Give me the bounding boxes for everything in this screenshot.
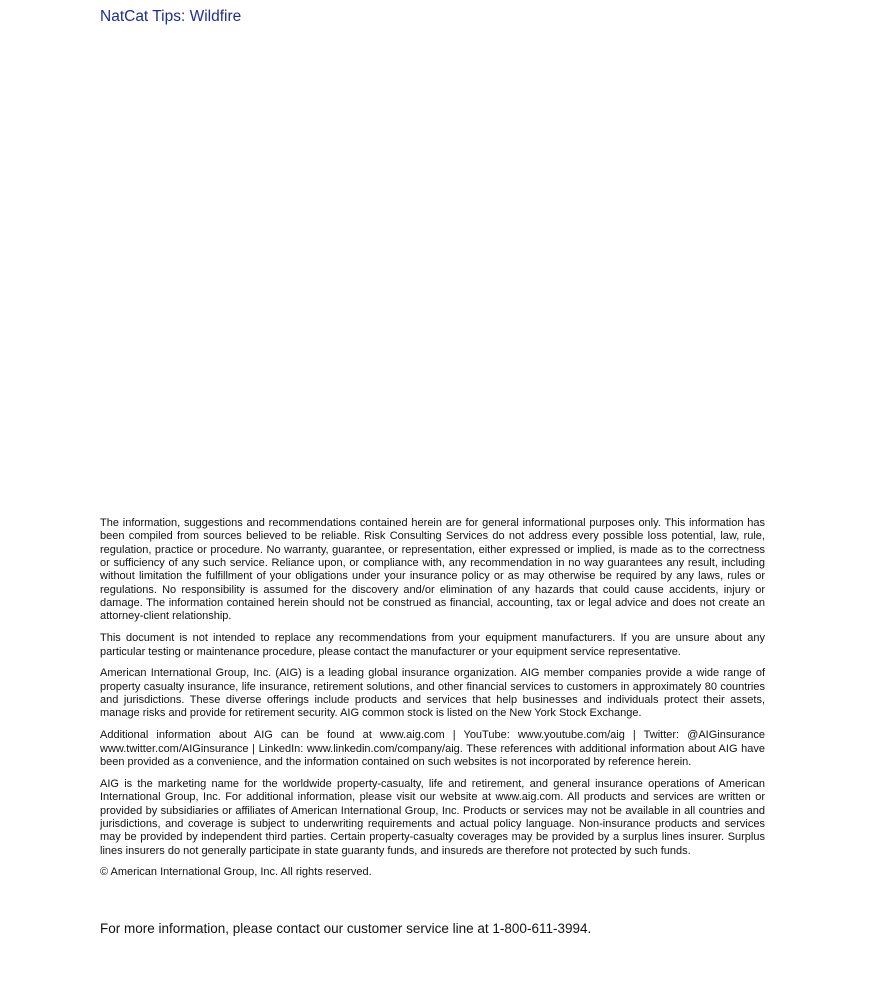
disclaimer-paragraph-aig-description: American International Group, Inc. (AIG) is a leading global insurance organization. AIG member companies provide a wide range of property casualty insurance, life insurance, retirement solutions, and other financial services to customers in approximately 80 countries and jurisdictions. These diverse offerings include products and services that help businesses and individuals protect their assets, manage risks and provide for retirement security. AIG common stock is listed on the New York Stock Exchange. xyxy=(100,667,765,720)
disclaimer-section xyxy=(100,517,765,888)
customer-service-contact-line: For more information, please contact our customer service line at 1-800-611-3994. xyxy=(100,921,592,936)
copyright-line: © American International Group, Inc. All rights reserved. xyxy=(100,866,372,879)
disclaimer-paragraph-general-information: The information, suggestions and recommendations contained herein are for general informational purposes only. This information has been compiled from sources believed to be reliable. Risk Consulting Services do not address every possible loss potential, law, rule, regulation, practice or procedure. No warranty, guarantee, or representation, either expressed or implied, is made as to the correctness or sufficiency of any such service. Reliance upon, or compliance with, any recommendation in no way guarantees any result, including without limitation the fulfillment of your obligations under your insurance policy or as may otherwise be required by any laws, rules or regulations. No responsibility is assumed for the discovery and/or elimination of any hazards that could cause accidents, injury or damage. The information contained herein should not be construed as financial, accounting, tax or legal advice and does not create an attorney-client relationship. xyxy=(100,517,765,623)
page-title: NatCat Tips: Wildfire xyxy=(100,8,242,25)
disclaimer-paragraph-aig-links: Additional information about AIG can be found at www.aig.com | YouTube: www.youtube.com/aig | Twitter: @AIGinsurance www.twitter.com/AIGinsurance | LinkedIn: www.linkedin.com/company/aig. These references with additional information about AIG have been provided as a convenience, and the information contained on such websites is not incorporated by reference herein. xyxy=(100,729,765,768)
disclaimer-paragraph-aig-marketing-name: AIG is the marketing name for the worldwide property-casualty, life and retirement, and general insurance operations of American International Group, Inc. For additional information, please visit our website at www.aig.com. All products and services are written or provided by subsidiaries or affiliates of American International Group, Inc. Products or services may not be available in all countries and jurisdictions, and coverage is subject to underwriting requirements and actual policy language. Non-insurance products and services may be provided by independent third parties. Certain property-casualty coverages may be provided by a surplus lines insurer. Surplus lines insurers do not generally participate in state guaranty funds, and insureds are therefore not protected by such funds. xyxy=(100,777,765,857)
disclaimer-paragraph-manufacturer-recommendations: This document is not intended to replace any recommendations from your equipment manufacturers. If you are unsure about any particular testing or maintenance procedure, please contact the manufacturer or your equipment service representative. xyxy=(100,632,765,658)
